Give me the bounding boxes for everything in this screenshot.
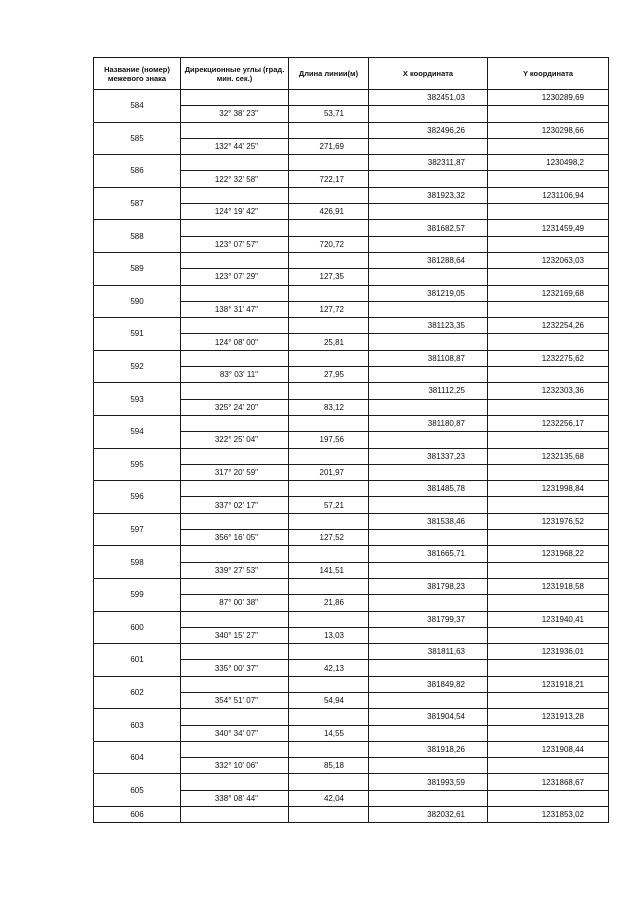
point-row — [94, 676, 609, 692]
y-empty-cell — [488, 660, 609, 676]
direction-angle: 339° 27' 53" — [181, 562, 289, 578]
point-name: 602 — [94, 676, 181, 709]
y-coordinate: 1231918,21 — [488, 676, 609, 692]
x-empty-cell — [369, 725, 488, 741]
y-empty-cell — [488, 367, 609, 383]
y-empty-cell — [488, 334, 609, 350]
point-row — [94, 513, 609, 529]
line-length: 57,21 — [289, 497, 369, 513]
y-coordinate: 1232063,03 — [488, 252, 609, 268]
y-empty-cell — [488, 236, 609, 252]
y-coordinate: 1232303,36 — [488, 383, 609, 399]
direction-angle: 317° 20' 59" — [181, 464, 289, 480]
x-coordinate: 381108,87 — [369, 350, 488, 366]
point-name: 601 — [94, 644, 181, 677]
table-body — [94, 90, 609, 823]
point-row — [94, 318, 609, 334]
x-coordinate: 381811,63 — [369, 644, 488, 660]
length-empty-cell — [289, 741, 369, 757]
y-empty-cell — [488, 790, 609, 806]
point-row — [94, 807, 609, 823]
y-empty-cell — [488, 497, 609, 513]
length-empty-cell — [289, 187, 369, 203]
direction-angle: 132° 44' 25" — [181, 138, 289, 154]
x-coordinate: 381918,26 — [369, 741, 488, 757]
y-coordinate: 1232169,68 — [488, 285, 609, 301]
point-name: 605 — [94, 774, 181, 807]
y-empty-cell — [488, 758, 609, 774]
y-empty-cell — [488, 301, 609, 317]
length-empty-cell — [289, 285, 369, 301]
angle-empty-cell — [181, 122, 289, 138]
direction-angle: 322° 25' 04" — [181, 432, 289, 448]
y-coordinate: 1231918,58 — [488, 578, 609, 594]
length-empty-cell — [289, 774, 369, 790]
point-row — [94, 383, 609, 399]
line-length: 53,71 — [289, 106, 369, 122]
x-coordinate: 381665,71 — [369, 546, 488, 562]
x-coordinate: 382311,87 — [369, 155, 488, 171]
point-name: 585 — [94, 122, 181, 155]
line-length: 42,13 — [289, 660, 369, 676]
y-coordinate: 1231998,84 — [488, 481, 609, 497]
angle-empty-cell — [181, 513, 289, 529]
x-coordinate: 381538,46 — [369, 513, 488, 529]
line-length: 14,55 — [289, 725, 369, 741]
y-empty-cell — [488, 562, 609, 578]
direction-angle: 340° 15' 27" — [181, 627, 289, 643]
line-length: 13,03 — [289, 627, 369, 643]
point-row — [94, 644, 609, 660]
x-empty-cell — [369, 562, 488, 578]
y-empty-cell — [488, 595, 609, 611]
x-coordinate: 382496,26 — [369, 122, 488, 138]
direction-angle: 122° 32' 58" — [181, 171, 289, 187]
x-empty-cell — [369, 171, 488, 187]
point-name: 586 — [94, 155, 181, 188]
point-row — [94, 415, 609, 431]
header-y: Y координата — [488, 58, 609, 90]
x-coordinate: 381904,54 — [369, 709, 488, 725]
y-empty-cell — [488, 138, 609, 154]
length-empty-cell — [289, 90, 369, 106]
line-length: 720,72 — [289, 236, 369, 252]
angle-empty-cell — [181, 187, 289, 203]
angle-empty-cell — [181, 546, 289, 562]
direction-angle: 332° 10' 06" — [181, 758, 289, 774]
length-empty-cell — [289, 676, 369, 692]
point-name: 587 — [94, 187, 181, 220]
point-name: 594 — [94, 415, 181, 448]
direction-angle: 124° 08' 00" — [181, 334, 289, 350]
point-row — [94, 709, 609, 725]
y-empty-cell — [488, 692, 609, 708]
boundary-coordinates-table — [93, 57, 609, 823]
y-empty-cell — [488, 106, 609, 122]
x-empty-cell — [369, 301, 488, 317]
y-coordinate: 1231940,41 — [488, 611, 609, 627]
x-coordinate: 381682,57 — [369, 220, 488, 236]
angle-empty-cell — [181, 285, 289, 301]
x-coordinate: 381180,87 — [369, 415, 488, 431]
angle-empty-cell — [181, 90, 289, 106]
direction-angle: 356° 16' 05" — [181, 530, 289, 546]
y-coordinate: 1231868,67 — [488, 774, 609, 790]
line-length: 271,69 — [289, 138, 369, 154]
length-empty-cell — [289, 252, 369, 268]
point-row — [94, 611, 609, 627]
angle-empty-cell — [181, 155, 289, 171]
y-coordinate: 1231936,01 — [488, 644, 609, 660]
point-name: 593 — [94, 383, 181, 416]
angle-empty-cell — [181, 383, 289, 399]
line-length: 25,81 — [289, 334, 369, 350]
line-length: 426,91 — [289, 204, 369, 220]
point-row — [94, 578, 609, 594]
x-coordinate: 381849,82 — [369, 676, 488, 692]
point-name: 584 — [94, 90, 181, 123]
point-name: 596 — [94, 481, 181, 514]
length-empty-cell — [289, 122, 369, 138]
y-coordinate: 1232135,68 — [488, 448, 609, 464]
y-coordinate: 1231853,02 — [488, 807, 609, 823]
line-length: 27,95 — [289, 367, 369, 383]
point-name: 588 — [94, 220, 181, 253]
direction-angle: 340° 34' 07" — [181, 725, 289, 741]
x-coordinate: 382451,03 — [369, 90, 488, 106]
direction-angle: 338° 08' 44" — [181, 790, 289, 806]
length-empty-cell — [289, 415, 369, 431]
angle-empty-cell — [181, 578, 289, 594]
line-length: 127,35 — [289, 269, 369, 285]
point-row — [94, 187, 609, 203]
x-empty-cell — [369, 627, 488, 643]
direction-angle: 87° 00' 38" — [181, 595, 289, 611]
x-empty-cell — [369, 269, 488, 285]
x-empty-cell — [369, 106, 488, 122]
line-length: 85,18 — [289, 758, 369, 774]
point-name: 597 — [94, 513, 181, 546]
x-empty-cell — [369, 530, 488, 546]
length-empty-cell — [289, 481, 369, 497]
point-row — [94, 350, 609, 366]
angle-empty-cell — [181, 644, 289, 660]
point-row — [94, 90, 609, 106]
x-empty-cell — [369, 367, 488, 383]
point-row — [94, 122, 609, 138]
length-empty-cell — [289, 611, 369, 627]
y-coordinate: 1232275,62 — [488, 350, 609, 366]
line-length: 201,97 — [289, 464, 369, 480]
header-length: Длина линии(м) — [289, 58, 369, 90]
length-empty-cell — [289, 807, 369, 823]
x-empty-cell — [369, 595, 488, 611]
y-coordinate: 1230298,66 — [488, 122, 609, 138]
x-coordinate: 381123,35 — [369, 318, 488, 334]
y-empty-cell — [488, 399, 609, 415]
x-empty-cell — [369, 758, 488, 774]
line-length: 127,52 — [289, 530, 369, 546]
length-empty-cell — [289, 155, 369, 171]
point-name: 590 — [94, 285, 181, 318]
direction-angle: 32° 38' 23" — [181, 106, 289, 122]
angle-empty-cell — [181, 709, 289, 725]
length-empty-cell — [289, 448, 369, 464]
line-length: 127,72 — [289, 301, 369, 317]
line-length: 722,17 — [289, 171, 369, 187]
point-row — [94, 741, 609, 757]
point-row — [94, 481, 609, 497]
x-empty-cell — [369, 660, 488, 676]
x-coordinate: 381485,78 — [369, 481, 488, 497]
length-empty-cell — [289, 383, 369, 399]
direction-angle: 337° 02' 17" — [181, 497, 289, 513]
x-coordinate: 381112,25 — [369, 383, 488, 399]
x-empty-cell — [369, 138, 488, 154]
point-row — [94, 546, 609, 562]
point-name: 599 — [94, 578, 181, 611]
line-length: 197,56 — [289, 432, 369, 448]
header-angle: Дирекционные углы (град. мин. сек.) — [181, 58, 289, 90]
point-row — [94, 448, 609, 464]
direction-angle: 123° 07' 29" — [181, 269, 289, 285]
y-empty-cell — [488, 464, 609, 480]
x-empty-cell — [369, 399, 488, 415]
point-name: 592 — [94, 350, 181, 383]
y-coordinate: 1231968,22 — [488, 546, 609, 562]
angle-empty-cell — [181, 741, 289, 757]
x-empty-cell — [369, 464, 488, 480]
y-coordinate: 1230498,2 — [488, 155, 609, 171]
direction-angle: 124° 19' 42" — [181, 204, 289, 220]
angle-empty-cell — [181, 415, 289, 431]
y-coordinate: 1231106,94 — [488, 187, 609, 203]
x-coordinate: 381219,05 — [369, 285, 488, 301]
x-empty-cell — [369, 334, 488, 350]
y-empty-cell — [488, 530, 609, 546]
y-coordinate: 1231908,44 — [488, 741, 609, 757]
x-coordinate: 381993,59 — [369, 774, 488, 790]
point-name: 589 — [94, 252, 181, 285]
y-coordinate: 1232254,26 — [488, 318, 609, 334]
y-coordinate: 1232256,17 — [488, 415, 609, 431]
point-row — [94, 252, 609, 268]
x-coordinate: 381337,23 — [369, 448, 488, 464]
line-length: 42,04 — [289, 790, 369, 806]
angle-empty-cell — [181, 350, 289, 366]
point-row — [94, 774, 609, 790]
point-name: 600 — [94, 611, 181, 644]
x-coordinate: 381923,32 — [369, 187, 488, 203]
x-coordinate: 381799,37 — [369, 611, 488, 627]
angle-empty-cell — [181, 318, 289, 334]
direction-angle: 138° 31' 47" — [181, 301, 289, 317]
length-empty-cell — [289, 709, 369, 725]
point-name: 604 — [94, 741, 181, 774]
point-row — [94, 285, 609, 301]
angle-empty-cell — [181, 611, 289, 627]
y-empty-cell — [488, 204, 609, 220]
length-empty-cell — [289, 578, 369, 594]
y-coordinate: 1231976,52 — [488, 513, 609, 529]
header-x: X координата — [369, 58, 488, 90]
length-empty-cell — [289, 644, 369, 660]
length-empty-cell — [289, 513, 369, 529]
y-empty-cell — [488, 269, 609, 285]
direction-angle: 83° 03' 11" — [181, 367, 289, 383]
length-empty-cell — [289, 546, 369, 562]
x-empty-cell — [369, 790, 488, 806]
point-name: 591 — [94, 318, 181, 351]
direction-angle: 123° 07' 57" — [181, 236, 289, 252]
length-empty-cell — [289, 220, 369, 236]
point-name: 598 — [94, 546, 181, 579]
direction-angle: 325° 24' 20" — [181, 399, 289, 415]
angle-empty-cell — [181, 481, 289, 497]
angle-empty-cell — [181, 774, 289, 790]
document-sheet — [93, 57, 608, 822]
y-empty-cell — [488, 725, 609, 741]
length-empty-cell — [289, 318, 369, 334]
point-row — [94, 155, 609, 171]
length-empty-cell — [289, 350, 369, 366]
y-empty-cell — [488, 171, 609, 187]
x-empty-cell — [369, 204, 488, 220]
angle-empty-cell — [181, 448, 289, 464]
point-name: 595 — [94, 448, 181, 481]
y-empty-cell — [488, 627, 609, 643]
line-length: 21,86 — [289, 595, 369, 611]
point-row — [94, 220, 609, 236]
line-length: 141,51 — [289, 562, 369, 578]
angle-empty-cell — [181, 220, 289, 236]
y-coordinate: 1231459,49 — [488, 220, 609, 236]
angle-empty-cell — [181, 252, 289, 268]
direction-angle: 354° 51' 07" — [181, 692, 289, 708]
line-length: 83,12 — [289, 399, 369, 415]
x-coordinate: 381288,64 — [369, 252, 488, 268]
y-coordinate: 1231913,28 — [488, 709, 609, 725]
y-coordinate: 1230289,69 — [488, 90, 609, 106]
x-empty-cell — [369, 497, 488, 513]
angle-empty-cell — [181, 676, 289, 692]
y-empty-cell — [488, 432, 609, 448]
x-coordinate: 382032,61 — [369, 807, 488, 823]
x-empty-cell — [369, 236, 488, 252]
point-name: 603 — [94, 709, 181, 742]
table-header-row — [94, 58, 609, 90]
line-length: 54,94 — [289, 692, 369, 708]
x-empty-cell — [369, 692, 488, 708]
point-name: 606 — [94, 807, 181, 823]
angle-empty-cell — [181, 807, 289, 823]
direction-angle: 335° 00' 37" — [181, 660, 289, 676]
x-coordinate: 381798,23 — [369, 578, 488, 594]
x-empty-cell — [369, 432, 488, 448]
header-name: Название (номер) межевого знака — [94, 58, 181, 90]
